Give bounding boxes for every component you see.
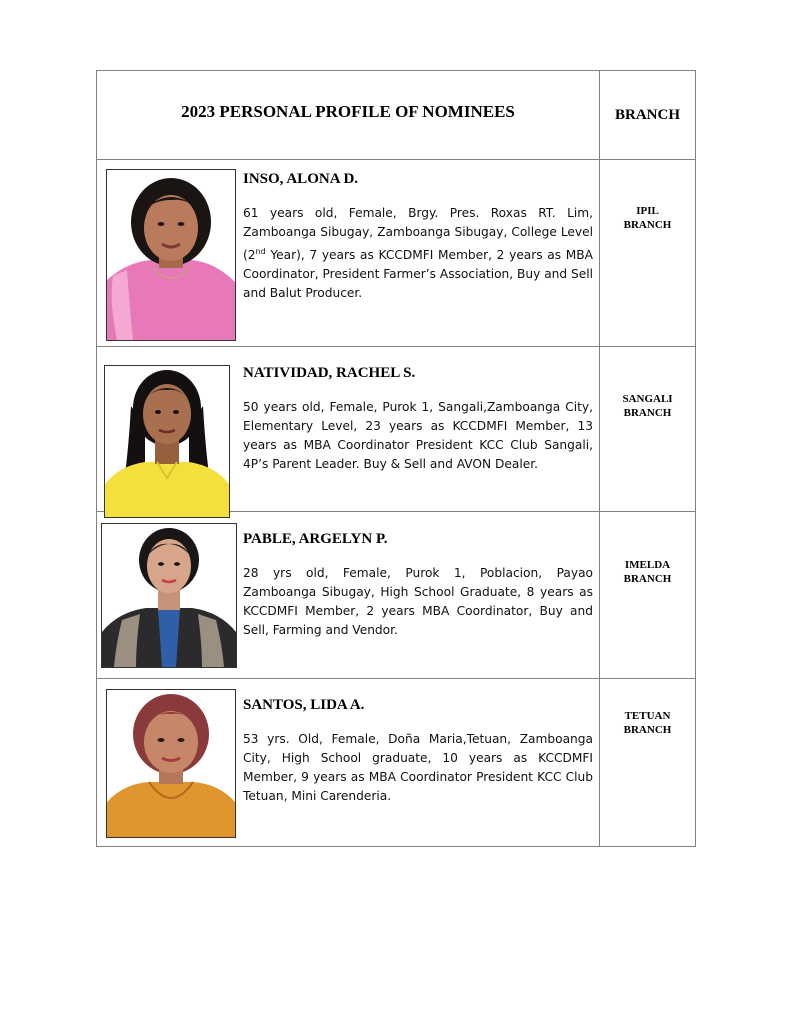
table-row (97, 347, 696, 512)
nominee-name: PABLE, ARGELYN P. (243, 531, 388, 547)
table-header-row (97, 71, 696, 160)
nominee-branch (600, 512, 696, 679)
nominee-photo (106, 689, 236, 838)
portrait-image (102, 524, 236, 667)
portrait-image (105, 366, 229, 517)
nominee-description: 53 yrs. Old, Female, Doña Maria,Tetuan, Zamboanga City, High School graduate, 10 years as KCCDMFI Member, 9 years as MBA Coordinator President KCC Club Tetuan, Mini Carenderia. (243, 732, 593, 803)
branch-name: SANGALI (622, 393, 673, 405)
branch-name: TETUAN (624, 710, 671, 722)
table-title: 2023 PERSONAL PROFILE OF NOMINEES (181, 102, 515, 121)
branch-column-header: BRANCH (614, 106, 680, 123)
profile-sheet (96, 70, 695, 845)
nominee-branch (600, 347, 696, 512)
branch-name: IPIL (636, 205, 659, 217)
nominee-branch (600, 160, 696, 347)
branch-name: IMELDA (624, 559, 671, 571)
nominee-profile-cell (97, 160, 600, 347)
table-row (97, 512, 696, 679)
nominee-name: NATIVIDAD, RACHEL S. (243, 365, 416, 381)
nominee-description: 28 yrs old, Female, Purok 1, Poblacion, Payao Zamboanga Sibugay, High School Graduate, 8 years as KCCDMFI Member, 2 years MBA Coordinator, Buy and Sell, Farming and Vendor. (243, 566, 593, 637)
branch-suffix: BRANCH (623, 573, 672, 585)
nominee-name: SANTOS, LIDA A. (243, 697, 365, 713)
nominee-profile-cell (97, 347, 600, 512)
nominee-description: 50 years old, Female, Purok 1, Sangali,Zamboanga City, Elementary Level, 23 years as KCCDMFI Member, 13 years as MBA Coordinator President KCC Club Sangali, 4P’s Parent Leader. Buy & Sell and AVON Dealer. (243, 400, 593, 471)
branch-suffix: BRANCH (623, 407, 672, 419)
nominee-photo (101, 523, 237, 668)
table-row (97, 160, 696, 347)
nominee-branch (600, 679, 696, 847)
nominees-table (96, 70, 696, 847)
table-title-cell (97, 71, 600, 160)
branch-suffix: BRANCH (623, 219, 672, 231)
nominee-profile-cell (97, 512, 600, 679)
nominee-profile-cell (97, 679, 600, 847)
portrait-image (107, 170, 235, 340)
nominee-name: INSO, ALONA D. (243, 171, 359, 187)
branch-column-header-cell (600, 71, 696, 160)
nominee-photo (104, 365, 230, 518)
branch-suffix: BRANCH (623, 724, 672, 736)
table-row (97, 679, 696, 847)
portrait-image (107, 690, 235, 837)
nominee-photo (106, 169, 236, 341)
nominee-description: 61 years old, Female, Brgy. Pres. Roxas RT. Lim, Zamboanga Sibugay, Zamboanga Sibugay, College Level (2nd Year), 7 years as KCCDMFI Member, 2 years as MBA Coordinator, President Farmer’s Association, Buy and Sell and Balut Producer. (243, 206, 594, 301)
